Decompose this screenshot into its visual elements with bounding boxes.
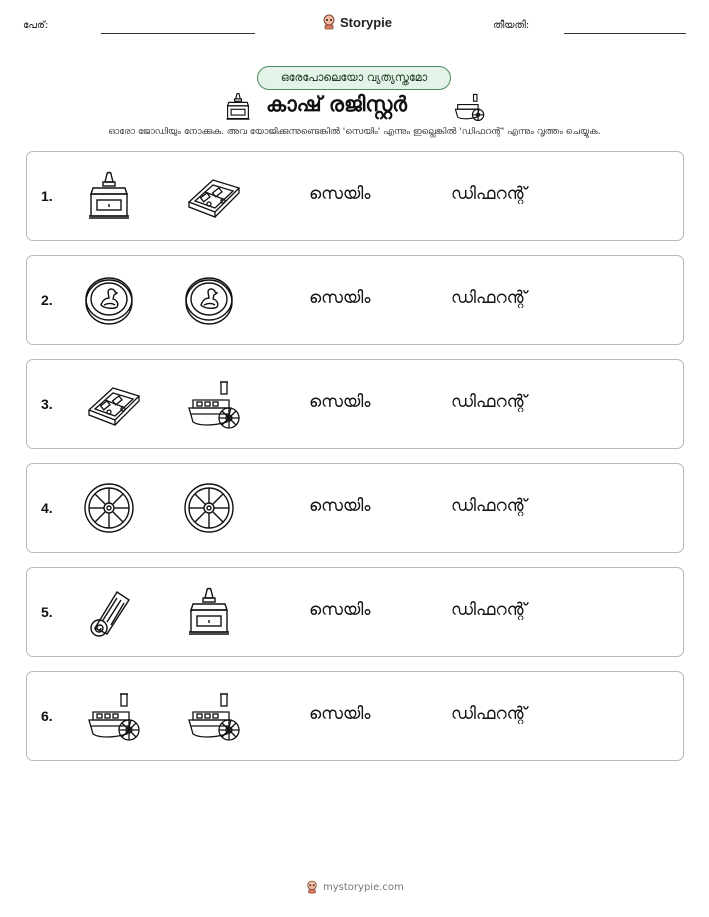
brand-logo	[322, 14, 392, 30]
question-number: 5.	[41, 604, 53, 620]
date-label: തീയതി:	[493, 20, 530, 31]
topic-badge: ഒരേപോലെയോ വ്യത്യസ്തമോ	[257, 66, 451, 90]
mascot-icon	[306, 880, 318, 894]
date-line	[564, 33, 686, 34]
option-different[interactable]: ഡിഫറന്റ്	[451, 704, 527, 724]
option-same[interactable]: സെയിം	[309, 288, 371, 308]
name-label: പേര്:	[23, 20, 49, 31]
steamboat-icon	[83, 690, 135, 742]
steamboat-icon	[452, 92, 486, 124]
question-number: 2.	[41, 292, 53, 308]
option-different[interactable]: ഡിഫറന്റ്	[451, 288, 527, 308]
wheel-icon	[183, 482, 235, 534]
option-same[interactable]: സെയിം	[309, 184, 371, 204]
option-different[interactable]: ഡിഫറന്റ്	[451, 600, 527, 620]
register-icon	[223, 92, 253, 122]
steamboat-icon	[183, 378, 235, 430]
option-different[interactable]: ഡിഫറന്റ്	[451, 496, 527, 516]
register-icon	[83, 170, 135, 222]
option-same[interactable]: സെയിം	[309, 496, 371, 516]
question-number: 3.	[41, 396, 53, 412]
title-row	[0, 92, 709, 122]
option-different[interactable]: ഡിഫറന്റ്	[451, 184, 527, 204]
option-same[interactable]: സെയിം	[309, 600, 371, 620]
option-same[interactable]: സെയിം	[309, 392, 371, 412]
footer	[306, 880, 404, 894]
worksheet-header	[0, 14, 709, 44]
question-row	[26, 567, 684, 657]
drawer-icon	[83, 378, 135, 430]
wheel-icon	[83, 482, 135, 534]
name-line	[101, 33, 255, 34]
question-row	[26, 359, 684, 449]
page-title: കാഷ് രജിസ്റ്റർ	[266, 92, 407, 116]
question-number: 1.	[41, 188, 53, 204]
drawer-icon	[183, 170, 235, 222]
question-row	[26, 671, 684, 761]
option-different[interactable]: ഡിഫറന്റ്	[451, 392, 527, 412]
question-row	[26, 255, 684, 345]
option-same[interactable]: സെയിം	[309, 704, 371, 724]
instructions: ഓരോ ജോഡിയും നോക്കുക. അവ യോജിക്കുന്നുണ്ടെങ്കിൽ 'സെയിം' എന്നും ഇല്ലെങ്കിൽ 'ഡിഫറന്റ്' എന്നും വൃത്തം ചെയ്യുക.	[108, 127, 601, 137]
brand-name: Storypie	[340, 14, 393, 30]
mascot-icon	[322, 14, 336, 30]
question-row	[26, 151, 684, 241]
question-number: 6.	[41, 708, 53, 724]
footer-url: mystorypie.com	[323, 881, 404, 893]
receipt-roll-icon	[83, 586, 135, 638]
coin-icon	[183, 274, 235, 326]
coin-icon	[83, 274, 135, 326]
steamboat-icon	[183, 690, 235, 742]
question-number: 4.	[41, 500, 53, 516]
register-icon	[183, 586, 235, 638]
question-row	[26, 463, 684, 553]
